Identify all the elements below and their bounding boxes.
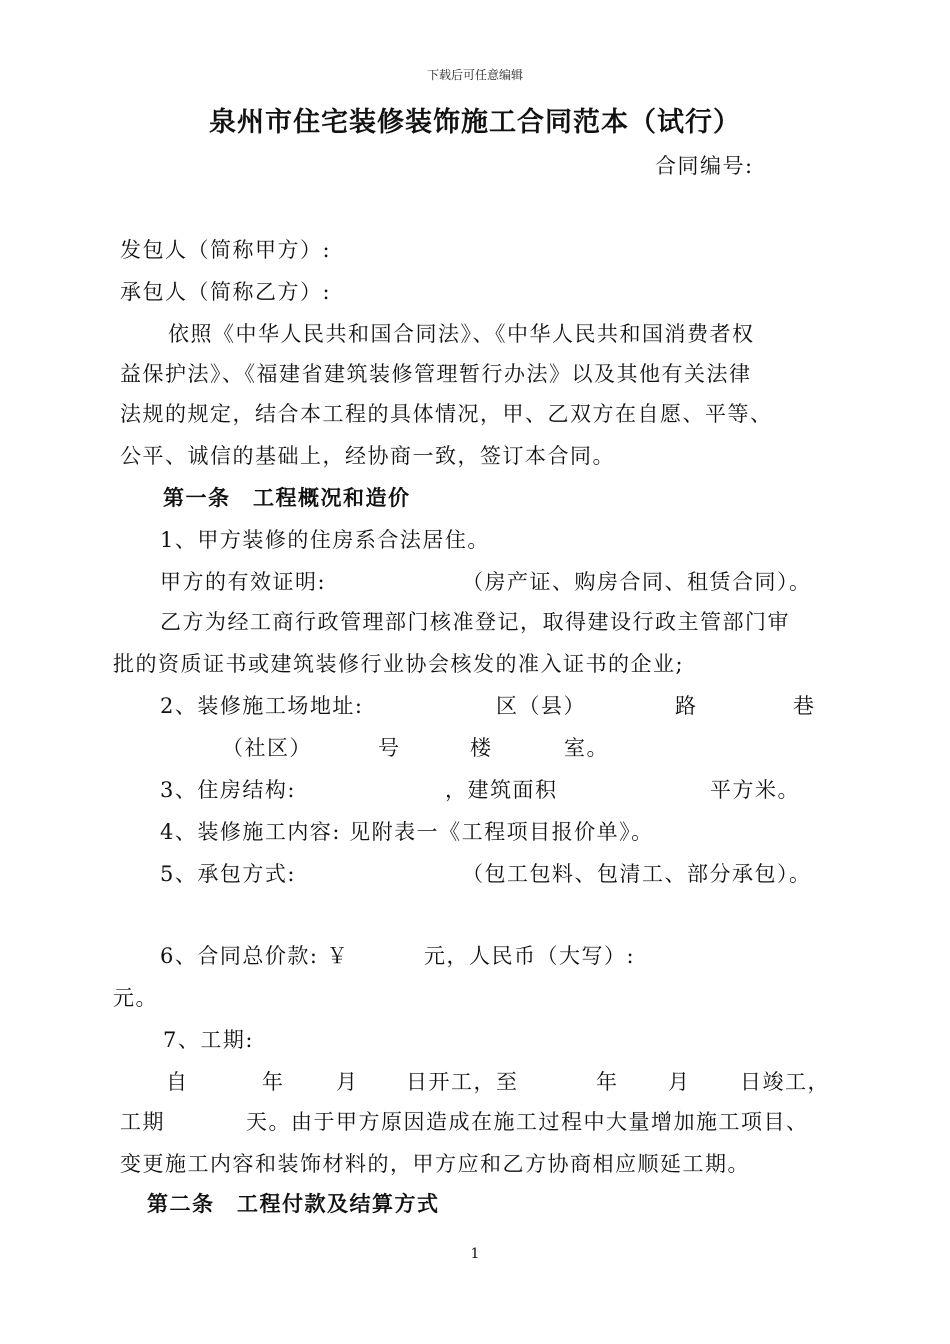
duration-label: 7、工期: <box>163 1028 254 1052</box>
duration-period: 工期 <box>120 1110 165 1134</box>
contract-mode-label: 5、承包方式: <box>160 862 296 886</box>
address-room: 室。 <box>564 736 609 760</box>
preamble-line: 公平、诚信的基础上，经协商一致，签订本合同。 <box>120 444 615 468</box>
contract-mode-options: （包工包料、包清工、部分承包）。 <box>462 862 812 886</box>
duration-days: 天。由于甲方原因造成在施工过程中大量增加施工项目、 <box>246 1110 809 1134</box>
cert-label: 甲方的有效证明: <box>160 570 327 594</box>
party-b-label: 承包人（简称乙方）: <box>120 280 332 304</box>
price-yuan: 元，人民币（大写）: <box>424 944 636 968</box>
address-district: 区（县） <box>496 694 586 718</box>
contract-number-label: 合同编号: <box>655 154 754 178</box>
price-label: 6、合同总价款: ￥ <box>160 944 350 968</box>
duration-month: 月 <box>336 1070 359 1094</box>
address-community: （社区） <box>222 736 312 760</box>
structure-area: ，建筑面积 <box>445 778 558 802</box>
item-4-content: 4、装修施工内容: 见附表一《工程项目报价单》。 <box>160 820 654 844</box>
address-number: 号 <box>378 736 401 760</box>
duration-year: 年 <box>596 1070 619 1094</box>
structure-unit: 平方米。 <box>710 778 800 802</box>
preamble-line: 法规的规定，结合本工程的具体情况，甲、乙双方在自愿、平等、 <box>120 402 773 426</box>
preamble-line: 益保护法》、《福建省建筑装修管理暂行办法》以及其他有关法律 <box>120 362 752 386</box>
duration-start: 日开工，至 <box>406 1070 519 1094</box>
duration-from: 自 <box>166 1070 189 1094</box>
address-building: 楼 <box>470 736 493 760</box>
duration-year: 年 <box>262 1070 285 1094</box>
duration-extension: 变更施工内容和装饰材料的，甲方应和乙方协商相应顺延工期。 <box>120 1152 750 1176</box>
party-b-qualification: 批的资质证书或建筑装修行业协会核发的准入证书的企业; <box>113 652 685 676</box>
article-1-heading: 第一条 工程概况和造价 <box>163 485 411 510</box>
document-title: 泉州市住宅装修装饰施工合同范本（试行） <box>209 107 741 138</box>
duration-month: 月 <box>668 1070 691 1094</box>
address-lane: 巷 <box>793 694 816 718</box>
item-1: 1、甲方装修的住房系合法居住。 <box>160 528 490 552</box>
party-b-qualification: 乙方为经工商行政管理部门核准登记，取得建设行政主管部门审 <box>160 610 790 634</box>
structure-label: 3、住房结构: <box>160 778 296 802</box>
preamble-line: 依照《中华人民共和国合同法》、《中华人民共和国消费者权 <box>168 322 755 346</box>
party-a-label: 发包人（简称甲方）: <box>120 238 332 262</box>
page-number: 1 <box>470 1246 480 1262</box>
address-road: 路 <box>675 694 698 718</box>
cert-options: （房产证、购房合同、租赁合同）。 <box>462 570 812 594</box>
header-note: 下载后可任意编辑 <box>426 68 523 82</box>
article-2-heading: 第二条 工程付款及结算方式 <box>147 1191 440 1216</box>
duration-end: 日竣工， <box>740 1070 830 1094</box>
price-tail: 元。 <box>113 986 158 1010</box>
address-label: 2、装修施工场地址: <box>160 694 364 718</box>
